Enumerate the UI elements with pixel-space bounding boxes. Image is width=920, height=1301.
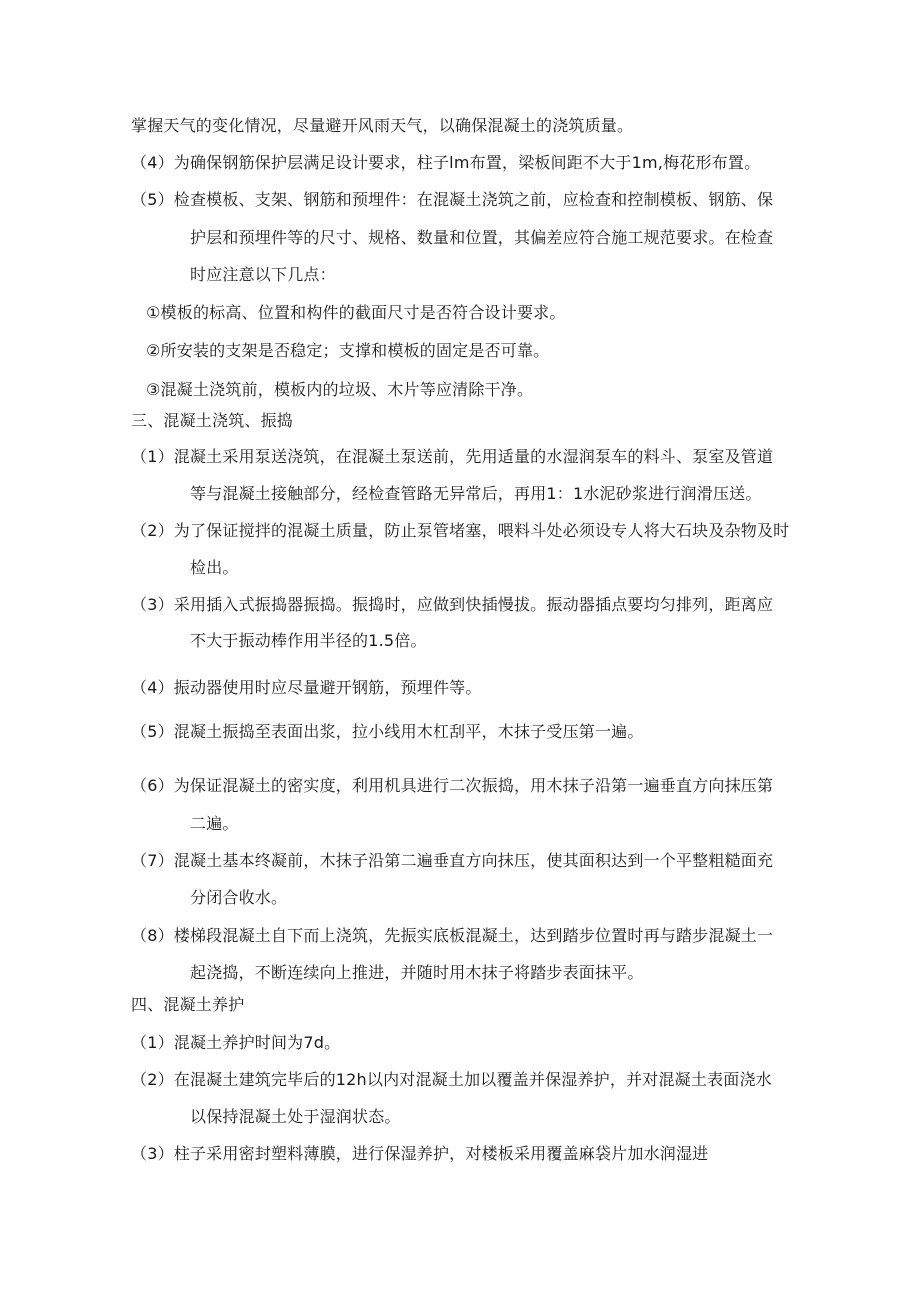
text-line: （1）混凝土养护时间为7d。 (131, 1033, 341, 1052)
section-heading: 三、混凝土浇筑、振捣 (131, 411, 294, 430)
text-line: （3）柱子采用密封塑料薄膜，进行保湿养护，对楼板采用覆盖麻袋片加水润湿进 (131, 1144, 709, 1163)
text-line: （7）混凝土基本终凝前，木抹子沿第二遍垂直方向抹压，使其面积达到一个平整粗糙面充 (131, 851, 774, 870)
text-line: （4）振动器使用时应尽量避开钢筋，预埋件等。 (131, 678, 482, 697)
text-line: （5）检查模板、支架、钢筋和预埋件：在混凝土浇筑之前，应检查和控制模板、钢筋、保 (131, 190, 774, 209)
text-line: （8）楼梯段混凝土自下而上浇筑，先振实底板混凝土，达到踏步位置时再与踏步混凝土一 (131, 926, 774, 945)
text-line: ②所安装的支架是否稳定；支撑和模板的固定是否可靠。 (146, 341, 550, 360)
section-heading: 四、混凝土养护 (131, 995, 245, 1014)
text-line: 检出。 (190, 558, 239, 577)
text-line: ①模板的标高、位置和构件的截面尺寸是否符合设计要求。 (146, 303, 566, 322)
text-line: （3）采用插入式振捣器振捣。振捣时，应做到快插慢拔。振动器插点要均匀排列，距离应 (131, 595, 774, 614)
text-line: 以保持混凝土处于湿润状态。 (190, 1107, 401, 1126)
text-line: 护层和预埋件等的尺寸、规格、数量和位置，其偏差应符合施工规范要求。在检查 (190, 228, 774, 247)
text-line: （4）为确保钢筋保护层满足设计要求，柱子lm布置，梁板间距不大于1m,梅花形布置。 (131, 153, 761, 172)
text-line: （6）为保证混凝土的密实度，利用机具进行二次振捣，用木抹子沿第一遍垂直方向抹压第 (131, 776, 774, 795)
text-line: 时应注意以下几点： (190, 265, 336, 284)
text-line: （2）在混凝土建筑完毕后的12h以内对混凝土加以覆盖并保湿养护，并对混凝土表面浇水 (131, 1070, 772, 1089)
text-line: 起浇捣，不断连续向上推进，并随时用木抹子将踏步表面抹平。 (190, 963, 644, 982)
text-line: 掌握天气的变化情况，尽量避开风雨天气，以确保混凝土的浇筑质量。 (131, 116, 634, 135)
text-line: ③混凝土浇筑前，模板内的垃圾、木片等应清除干净。 (146, 380, 534, 399)
text-line: 二遍。 (190, 814, 239, 833)
text-line: 分闭合收水。 (190, 888, 288, 907)
text-line: 等与混凝土接触部分，经检查管路无异常后，再用1：1水泥砂浆进行润滑压送。 (190, 484, 762, 503)
text-line: （2）为了保证搅拌的混凝土质量，防止泵管堵塞，喂料斗处必须设专人将大石块及杂物及时 (131, 521, 790, 540)
text-line: 不大于振动棒作用半径的1.5倍。 (190, 631, 427, 650)
text-line: （1）混凝土采用泵送浇筑，在混凝土泵送前，先用适量的水湿润泵车的料斗、泵室及管道 (131, 447, 774, 466)
text-line: （5）混凝土振捣至表面出浆，拉小线用木杠刮平，木抹子受压第一遍。 (131, 722, 644, 741)
